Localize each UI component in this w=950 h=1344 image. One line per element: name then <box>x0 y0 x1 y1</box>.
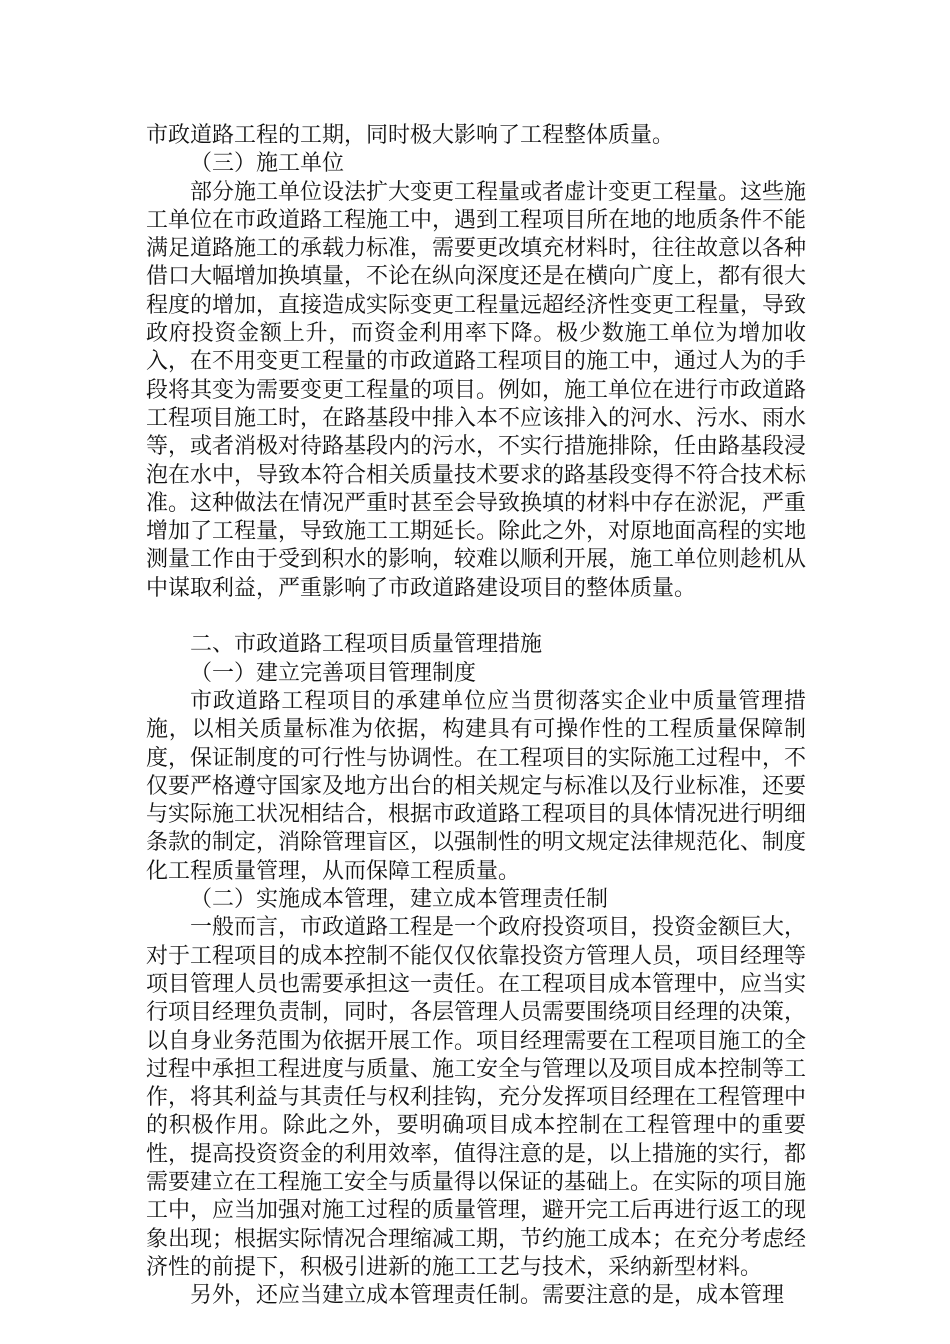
heading-section-two: 二、市政道路工程项目质量管理措施 <box>190 632 543 658</box>
heading-subsection-one: （一）建立完善项目管理制度 <box>190 660 477 686</box>
paragraph-responsibility-start: 另外，还应当建立成本管理责任制。需要注意的是，成本管理 <box>190 1283 785 1309</box>
paragraph-cost-management-body: 一般而言，市政道路工程是一个政府投资项目，投资金额巨大，对于工程项目的成本控制不能仅仅依靠投资方管理人员，项目经理等项目管理人员也需要承担这一责任。在工程项目成本管理中，应当实行项目经理负责制，同时，各层管理人员需要围绕项目经理的决策，以自身业务范围为依据开展工作。项目经理需要在工程项目施工的全过程中承担工程进度与质量、施工安全与管理以及项目成本控制等工作，将其利益与其责任与权利挂钩，充分发挥项目经理在工程管理中的积极作用。除此之外，要明确项目成本控制在工程管理中的重要性，提高投资资金的利用效率，值得注意的是，以上措施的实行，都需要建立在工程施工安全与质量得以保证的基础上。在实际的项目施工中，应当加强对施工过程的质量管理，避开完工后再进行返工的现象出现；根据实际情况合理缩减工期，节约施工成本；在充分考虑经济性的前提下，积极引进新的施工工艺与技术，采纳新型材料。 <box>146 915 807 1280</box>
heading-subsection-two: （二）实施成本管理，建立成本管理责任制 <box>190 887 609 913</box>
paragraph-construction-unit-body: 部分施工单位设法扩大变更工程量或者虚计变更工程量。这些施工单位在市政道路工程施工中，遇到工程项目所在地的地质条件不能满足道路施工的承载力标准，需要更改填充材料时，往往故意以各种借口大幅增加换填量，不论在纵向深度还是在横向广度上，都有很大程度的增加，直接造成实际变更工程量远超经济性变更工程量，导致政府投资金额上升，而资金利用率下降。极少数施工单位为增加收入，在不用变更工程量的市政道路工程项目的施工中，通过人为的手段将其变为需要变更工程量的项目。例如，施工单位在进行市政道路工程项目施工时，在路基段中排入本不应该排入的河水、污水、雨水等，或者消极对待路基段内的污水，不实行措施排除，任由路基段浸泡在水中，导致本符合相关质量技术要求的路基段变得不符合技术标准。这种做法在情况严重时甚至会导致换填的材料中存在淤泥，严重增加了工程量，导致施工工期延长。除此之外，对原地面高程的实地测量工作由于受到积水的影响，较难以顺利开展，施工单位则趁机从中谋取利益，严重影响了市政道路建设项目的整体质量。 <box>146 179 807 601</box>
paragraph-management-system-body: 市政道路工程项目的承建单位应当贯彻落实企业中质量管理措施，以相关质量标准为依据，构建具有可操作性的工程质量保障制度，保证制度的可行性与协调性。在工程项目的实际施工过程中，不仅要严格遵守国家及地方出台的相关规定与标准以及行业标准，还要与实际施工状况相结合，根据市政道路工程项目的具体情况进行明细条款的制定，消除管理盲区，以强制性的明文规定法律规范化、制度化工程质量管理，从而保障工程质量。 <box>146 688 807 884</box>
paragraph-spacer <box>146 603 806 631</box>
document-page <box>146 122 806 1310</box>
heading-construction-unit: （三）施工单位 <box>190 151 345 177</box>
paragraph-continuation: 市政道路工程的工期，同时极大影响了工程整体质量。 <box>146 123 675 148</box>
